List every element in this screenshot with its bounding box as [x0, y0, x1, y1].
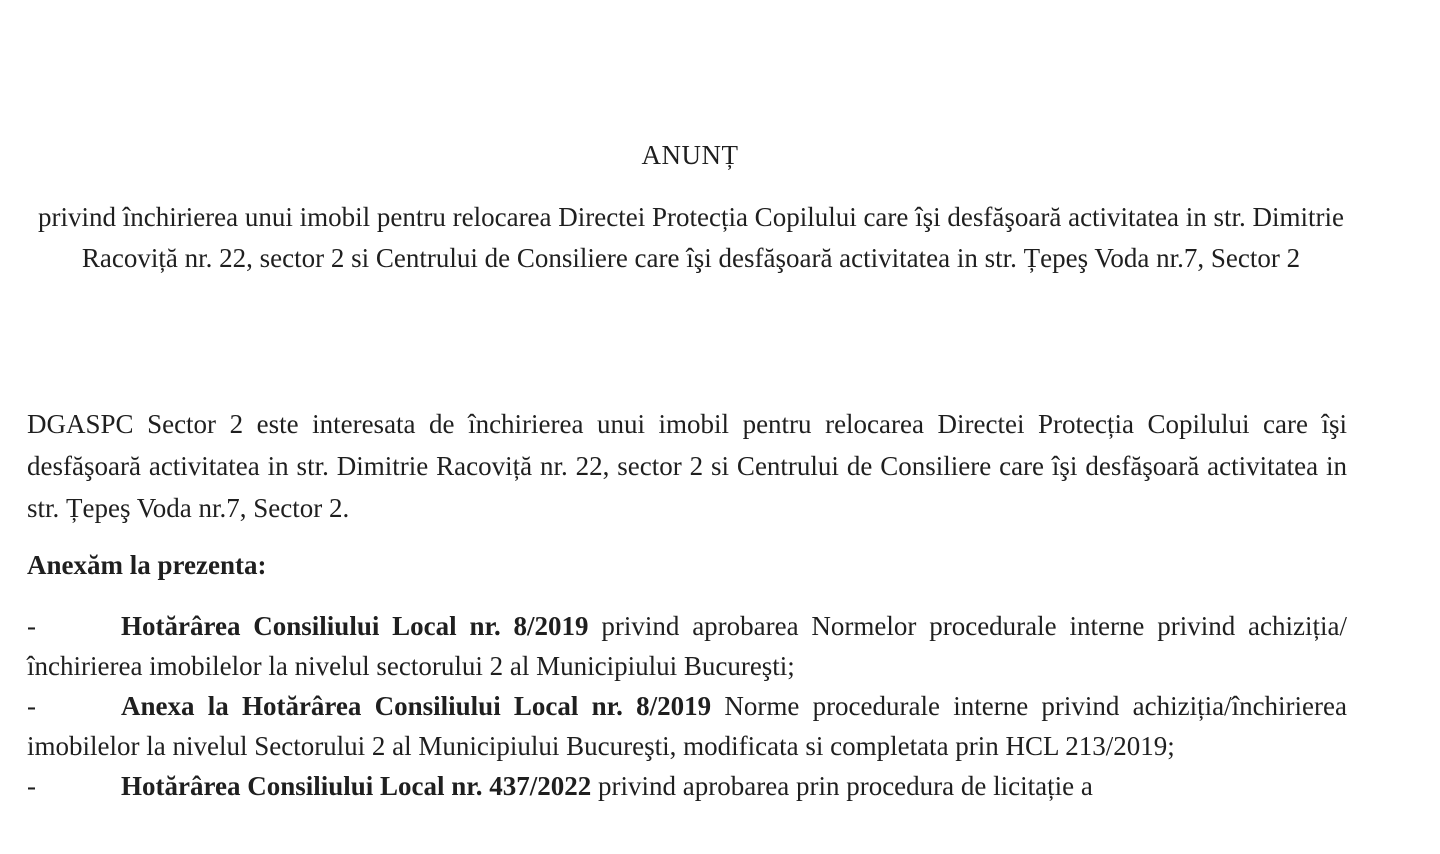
annex-description: Norme procedurale interne privind achiziția/închirierea imobilelor la nivelul Sectorului 2 al Municipiului Bucureşti, modificata si completata prin HCL 213/2019; [27, 691, 1347, 761]
annex-item [27, 766, 1347, 806]
document-subtitle: privind închirierea unui imobil pentru relocarea Directei Protecția Copilului care îşi desfăşoară activitatea in str. Dimitrie Racoviță nr. 22, sector 2 si Centrului de Consiliere care îşi desfăşoară activitatea in str. Țepeş Voda nr.7, Sector 2 [37, 202, 1345, 273]
annex-reference: Anexa la Hotărârea Consiliului Local nr. 8/2019 [121, 691, 712, 721]
intro-paragraph: DGASPC Sector 2 este interesata de închirierea unui imobil pentru relocarea Directei Protecția Copilului care îşi desfăşoară activitatea in str. Dimitrie Racoviță nr. 22, sector 2 si Centrului de Consiliere care îşi desfăşoară activitatea in str. Țepeş Voda nr.7, Sector 2. [27, 409, 1347, 523]
annex-reference: Hotărârea Consiliului Local nr. 8/2019 [121, 611, 589, 641]
bullet-dash: - [27, 611, 36, 641]
bullet-dash: - [27, 691, 36, 721]
document-title: ANUNȚ [641, 140, 739, 170]
bullet-dash: - [27, 771, 36, 801]
annex-item [27, 606, 1347, 686]
annex-list [27, 606, 1347, 806]
annex-reference: Hotărârea Consiliului Local nr. 437/2022 [121, 771, 592, 801]
annex-description: privind aprobarea prin procedura de licitație a [591, 771, 1093, 801]
annex-heading: Anexăm la prezenta: [27, 550, 267, 580]
annex-description: privind aprobarea Normelor procedurale interne privind achiziția/închirierea imobilelor la nivelul sectorului 2 al Municipiului Bucureşti; [27, 611, 1347, 681]
annex-item [27, 686, 1347, 766]
